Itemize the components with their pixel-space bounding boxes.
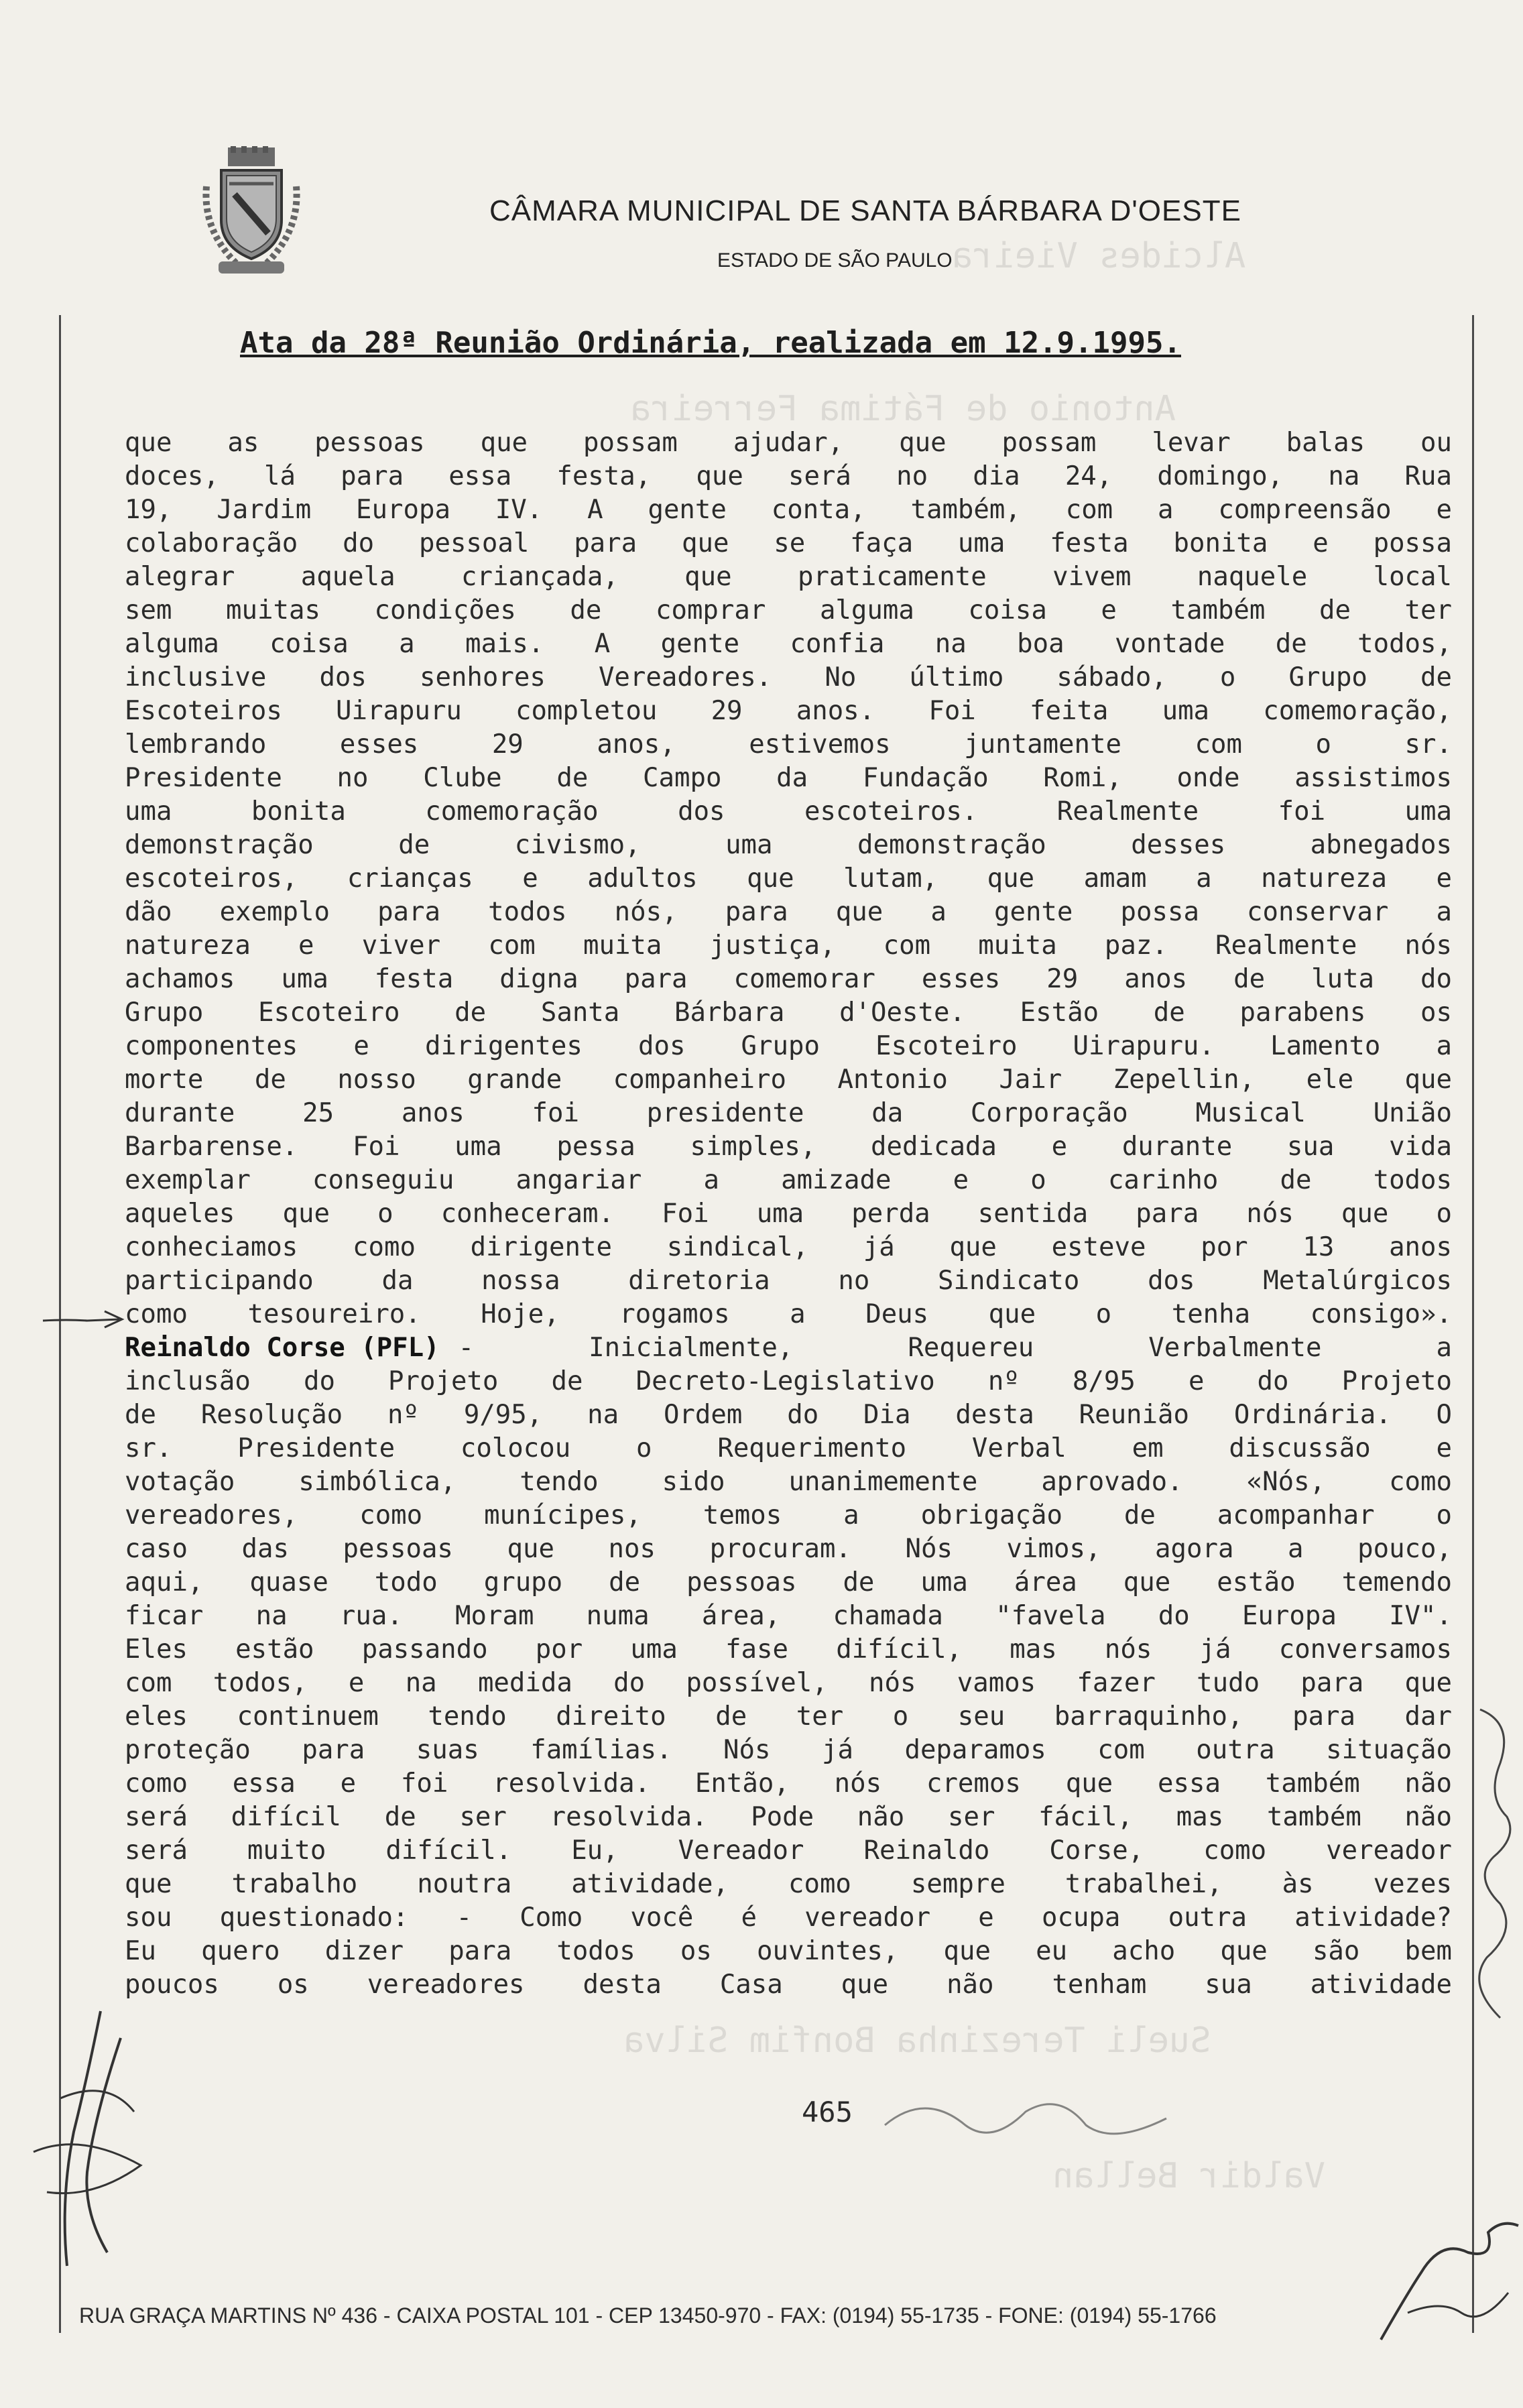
minutes-title: Ata da 28ª Reunião Ordinária, realizada em 12.9.1995. (240, 326, 1181, 360)
body-line: Barbarense. Foi uma pessa simples, dedicada e durante sua vida (125, 1132, 1452, 1162)
body-line: ficar na rua. Moram numa área, chamada "favela do Europa IV". (125, 1601, 1452, 1631)
body-line: inclusive dos senhores Vereadores. No último sábado, o Grupo de (125, 662, 1452, 693)
body-line: doces, lá para essa festa, que será no dia 24, domingo, na Rua (125, 461, 1452, 491)
body-line: demonstração de civismo, uma demonstração desses abnegados (125, 830, 1452, 860)
body-line: proteção para suas famílias. Nós já deparamos com outra situação (125, 1735, 1452, 1765)
body-line: 19, Jardim Europa IV. A gente conta, também, com a compreensão e (125, 495, 1452, 525)
body-line: colaboração do pessoal para que se faça uma festa bonita e possa (125, 528, 1452, 558)
body-line: eles continuem tendo direito de ter o seu barraquinho, para dar (125, 1701, 1452, 1732)
body-line: Eles estão passando por uma fase difícil, mas nós já conversamos (125, 1634, 1452, 1665)
handwritten-signature-left (20, 1998, 154, 2279)
body-line: que trabalho noutra atividade, como sempre trabalhei, às vezes (125, 1869, 1452, 1899)
page-number: 465 (802, 2096, 853, 2128)
body-line: conheciamos como dirigente sindical, já que esteve por 13 anos (125, 1232, 1452, 1262)
speaker-line (125, 1331, 1452, 1365)
body-line: inclusão do Projeto de Decreto-Legislativo nº 8/95 e do Projeto (125, 1366, 1452, 1396)
body-line: Presidente no Clube de Campo da Fundação Romi, onde assistimos (125, 763, 1452, 793)
body-line: como tesoureiro. Hoje, rogamos a Deus que o tenha consigo». (125, 1299, 1452, 1329)
body-line: será muito difícil. Eu, Vereador Reinaldo Corse, como vereador (125, 1835, 1452, 1866)
body-line: durante 25 anos foi presidente da Corporação Musical União (125, 1098, 1452, 1128)
body-line: como essa e foi resolvida. Então, nós cremos que essa também não (125, 1768, 1452, 1799)
body-line: sou questionado: - Como você é vereador e ocupa outra atividade? (125, 1903, 1452, 1933)
bleed-through-name-4: Valdir Bellan (1052, 2156, 1325, 2196)
body-line: natureza e viver com muita justiça, com muita paz. Realmente nós (125, 930, 1452, 961)
body-line: que as pessoas que possam ajudar, que possam levar balas ou (125, 428, 1452, 458)
body-line: será difícil de ser resolvida. Pode não ser fácil, mas também não (125, 1802, 1452, 1832)
body-line: Escoteiros Uirapuru completou 29 anos. Foi feita uma comemoração, (125, 696, 1452, 726)
body-line: Eu quero dizer para todos os ouvintes, que eu acho que são bem (125, 1936, 1452, 1966)
body-line: morte de nosso grande companheiro Antonio Jair Zepellin, ele que (125, 1065, 1452, 1095)
body-line: sem muitas condições de comprar alguma coisa e também de ter (125, 595, 1452, 625)
body-line: votação simbólica, tendo sido unanimemente aprovado. «Nós, como (125, 1467, 1452, 1497)
body-line: achamos uma festa digna para comemorar esses 29 anos de luta do (125, 964, 1452, 994)
body-line: caso das pessoas que nos procuram. Nós vimos, agora a pouco, (125, 1534, 1452, 1564)
speaker-name: Reinaldo Corse (PFL) (125, 1333, 440, 1363)
handwritten-signature-center (871, 2085, 1180, 2152)
handwritten-margin-mark (1453, 1703, 1520, 2025)
bleed-through-name-1: Alcides Vieira (952, 236, 1246, 276)
bleed-through-name-3: Sueli Terezinha Bonfim Silva (623, 2021, 1211, 2061)
body-line: lembrando esses 29 anos, estivemos juntamente com o sr. (125, 729, 1452, 760)
body-line: exemplar conseguiu angariar a amizade e o carinho de todos (125, 1165, 1452, 1195)
coat-of-arms-emblem (201, 146, 302, 280)
body-line: componentes e dirigentes dos Grupo Escoteiro Uirapuru. Lamento a (125, 1031, 1452, 1061)
body-line: participando da nossa diretoria no Sindicato dos Metalúrgicos (125, 1266, 1452, 1296)
body-line: aqueles que o conheceram. Foi uma perda sentida para nós que o (125, 1199, 1452, 1229)
body-line: aqui, quase todo grupo de pessoas de uma área que estão temendo (125, 1567, 1452, 1598)
body-line: com todos, e na medida do possível, nós vamos fazer tudo para que (125, 1668, 1452, 1698)
body-line: Grupo Escoteiro de Santa Bárbara d'Oeste. Estão de parabens os (125, 998, 1452, 1028)
body-line: sr. Presidente colocou o Requerimento Verbal em discussão e (125, 1433, 1452, 1463)
body-line: vereadores, como munícipes, temos a obrigação de acompanhar o (125, 1500, 1452, 1530)
body-line: escoteiros, crianças e adultos que lutam, que amam a natureza e (125, 863, 1452, 894)
body-line: - Inicialmente, Requereu Verbalmente a (458, 1333, 1452, 1363)
bleed-through-name-2: Antonio de Fátima Ferreira (630, 389, 1176, 429)
body-line: alegrar aquela criançada, que praticamente vivem naquele local (125, 562, 1452, 592)
body-line: dão exemplo para todos nós, para que a gente possa conservar a (125, 897, 1452, 927)
footer-address: RUA GRAÇA MARTINS Nº 436 - CAIXA POSTAL 101 - CEP 13450-970 - FAX: (0194) 55-1735 - FONE: (0194) 55-1766 (79, 2303, 1217, 2328)
right-margin-rule (1472, 315, 1474, 2333)
institution-name: CÂMARA MUNICIPAL DE SANTA BÁRBARA D'OESTE (489, 194, 1241, 227)
left-margin-rule (59, 315, 61, 2333)
margin-arrow-mark (40, 1306, 127, 1333)
body-line: poucos os vereadores desta Casa que não tenham sua atividade (125, 1970, 1452, 2000)
state-name: ESTADO DE SÃO PAULO (717, 249, 953, 272)
body-line: de Resolução nº 9/95, na Ordem do Dia desta Reunião Ordinária. O (125, 1400, 1452, 1430)
body-line: alguma coisa a mais. A gente confia na boa vontade de todos, (125, 629, 1452, 659)
body-line: uma bonita comemoração dos escoteiros. Realmente foi uma (125, 796, 1452, 827)
